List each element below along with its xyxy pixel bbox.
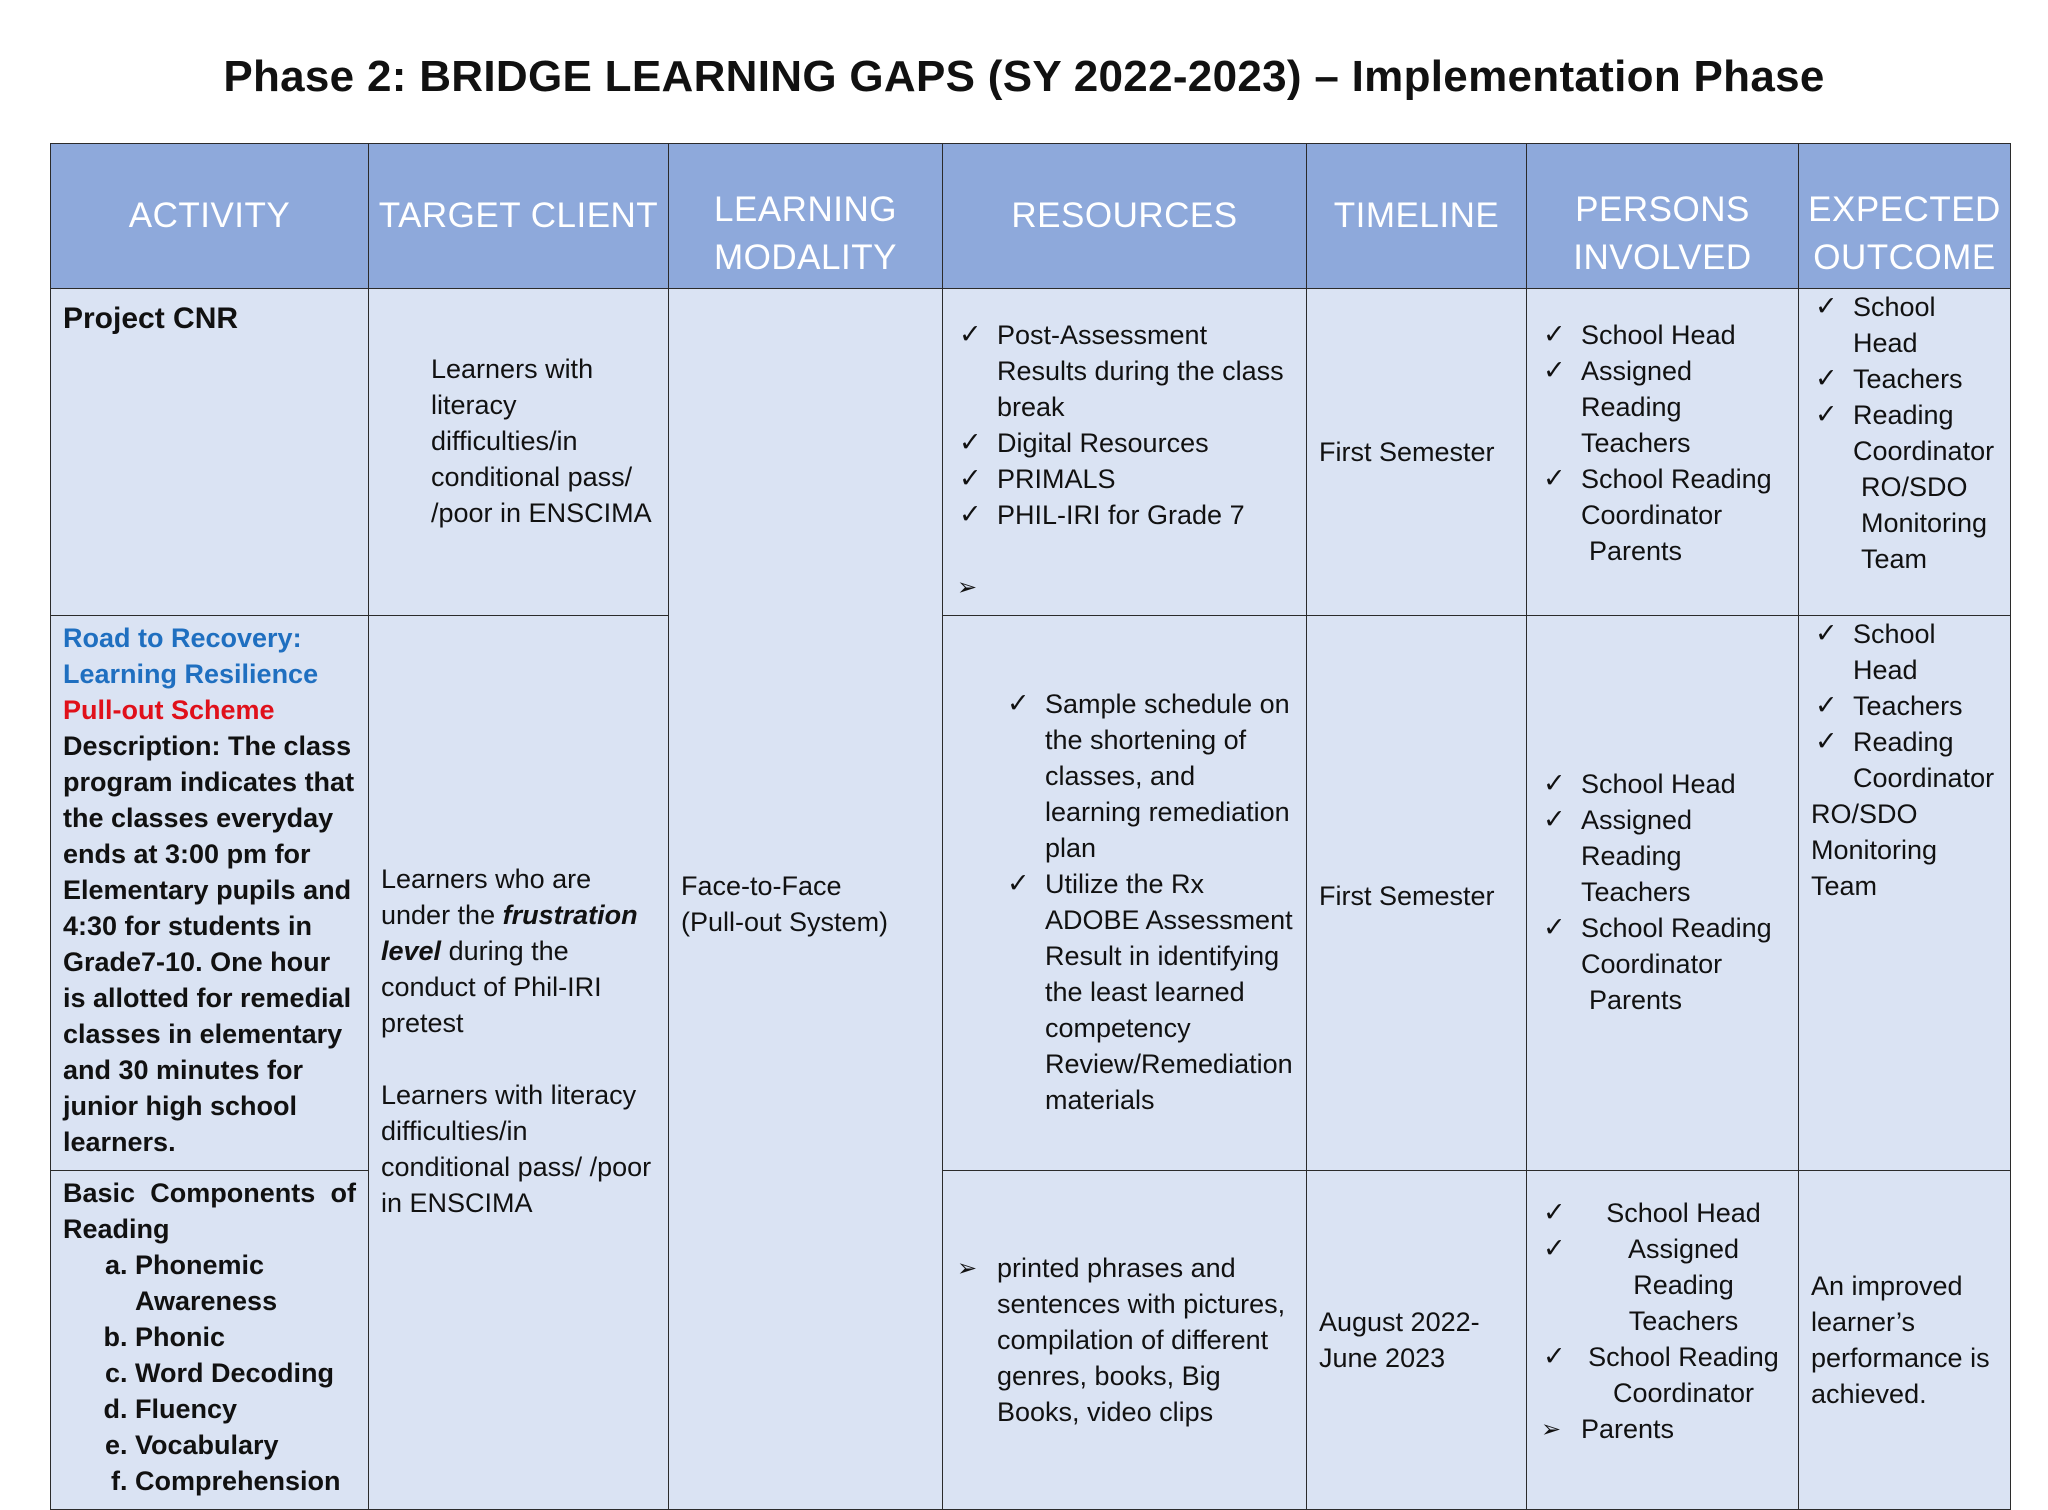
list-item: ➢ Parents — [1539, 1411, 1786, 1447]
list-item: f. Comprehension — [135, 1463, 356, 1499]
timeline-text: August 2022- June 2023 — [1319, 1307, 1480, 1373]
persons-involved-cell — [1527, 289, 1799, 616]
activity-cell — [51, 289, 369, 616]
persons-involved-cell — [1527, 1171, 1799, 1510]
implementation-table — [50, 143, 2011, 1510]
header-learning-modality: LEARNING MODALITY — [669, 144, 943, 289]
persons-extra: Parents — [1589, 985, 1683, 1015]
activity-cell — [51, 1171, 369, 1510]
list-item: ✓ Assigned Reading Teachers — [1539, 353, 1786, 461]
list-item: ✓ School Head — [1539, 317, 1786, 353]
list-item: d. Fluency — [135, 1391, 356, 1427]
list-item: ✓ School Head — [1539, 1195, 1786, 1231]
list-item: ✓ Sample schedule on the shortening of classes, and learning remediation plan — [1003, 686, 1294, 866]
list-item: ✓ PHIL-IRI for Grade 7 — [955, 497, 1294, 533]
header-target-client: TARGET CLIENT — [369, 144, 669, 289]
expected-outcome-cell — [1799, 289, 2011, 616]
timeline-text: First Semester — [1319, 437, 1495, 467]
persons-extra: Parents — [1589, 536, 1683, 566]
list-item: ✓ Digital Resources — [955, 425, 1294, 461]
table-row — [51, 289, 2011, 616]
activity-title-blue-2: Learning Resilience — [63, 659, 319, 689]
expected-outcome-cell — [1799, 1171, 2011, 1510]
list-item: ➢ printed phrases and sentences with pictures, compilation of different genres, books, Big Books, video clips — [955, 1250, 1294, 1430]
list-item: ✓ Teachers — [1811, 688, 1998, 724]
outcome-extra: RO/SDO Monitoring Team — [1861, 472, 1988, 574]
target-client-text: Learners with literacy difficulties/in conditional pass/ /poor in ENSCIMA — [431, 354, 652, 528]
target-client-cell — [369, 289, 669, 616]
list-item: ✓ Teachers — [1811, 361, 1998, 397]
timeline-cell — [1307, 1171, 1527, 1510]
header-timeline: TIMELINE — [1307, 144, 1527, 289]
list-item: ✓ Reading Coordinator — [1811, 397, 1998, 469]
table-row — [51, 616, 2011, 1171]
components-list — [63, 1247, 356, 1499]
header-resources: RESOURCES — [943, 144, 1307, 289]
target-client-text-1: Learners who are under the frustration level during the conduct of Phil-IRI pretest — [381, 864, 638, 1038]
list-item-empty-arrow — [955, 569, 1294, 605]
learning-modality-text: Face-to-Face (Pull-out System) — [681, 871, 889, 937]
list-item: b. Phonic — [135, 1319, 356, 1355]
target-client-cell — [369, 616, 669, 1510]
list-item: ✓ School Head — [1811, 289, 1998, 361]
learning-modality-cell — [669, 289, 943, 1510]
list-item: c. Word Decoding — [135, 1355, 356, 1391]
header-persons-involved: PERSONS INVOLVED — [1527, 144, 1799, 289]
list-item: ✓ School Reading Coordinator — [1539, 910, 1786, 982]
header-row — [51, 144, 2011, 289]
list-item: ✓ School Head — [1539, 766, 1786, 802]
activity-title: Project CNR — [63, 302, 239, 335]
resources-cell — [943, 616, 1307, 1171]
activity-cell — [51, 616, 369, 1171]
resources-cell — [943, 289, 1307, 616]
page-title: Phase 2: BRIDGE LEARNING GAPS (SY 2022-2023) – Implementation Phase — [223, 52, 1825, 101]
list-item: ✓ School Reading Coordinator — [1539, 461, 1786, 533]
list-item: a. Phonemic Awareness — [135, 1247, 356, 1319]
activity-title: Basic Components of Reading — [63, 1178, 356, 1244]
persons-involved-cell — [1527, 616, 1799, 1171]
expected-outcome-text: An improved learner’s performance is achieved. — [1811, 1271, 1990, 1409]
list-item: ✓ PRIMALS — [955, 461, 1294, 497]
list-item: ✓ School Head — [1811, 616, 1998, 688]
header-activity: ACTIVITY — [51, 144, 369, 289]
list-item: ✓ School Reading Coordinator — [1539, 1339, 1786, 1411]
activity-description: Description: The class program indicates that the classes everyday ends at 3:00 pm for Elementary pupils and 4:30 for students in Grade7-10. One hour is allotted for remedial classes in elementary and 30 minutes for junior high school learners. — [63, 731, 355, 1157]
header-expected-outcome: EXPECTED OUTCOME — [1799, 144, 2011, 289]
timeline-cell — [1307, 616, 1527, 1171]
list-item: ✓ Reading Coordinator — [1811, 724, 1998, 796]
outcome-extra: RO/SDO Monitoring Team — [1811, 799, 1938, 901]
table-row — [51, 1171, 2011, 1510]
timeline-cell — [1307, 289, 1527, 616]
target-client-text-2: Learners with literacy difficulties/in conditional pass/ /poor in ENSCIMA — [381, 1080, 652, 1218]
resources-cell — [943, 1171, 1307, 1510]
list-item: ✓ Post-Assessment Results during the class break — [955, 317, 1294, 425]
list-item: ✓ Utilize the Rx ADOBE Assessment Result in identifying the least learned competency Review/Remediation materials — [1003, 866, 1294, 1118]
list-item: e. Vocabulary — [135, 1427, 356, 1463]
expected-outcome-cell — [1799, 616, 2011, 1171]
list-item: ✓ Assigned Reading Teachers — [1539, 1231, 1786, 1339]
list-item: ✓ Assigned Reading Teachers — [1539, 802, 1786, 910]
activity-title-red: Pull-out Scheme — [63, 695, 275, 725]
activity-title-blue-1: Road to Recovery: — [63, 623, 302, 653]
timeline-text: First Semester — [1319, 881, 1495, 911]
